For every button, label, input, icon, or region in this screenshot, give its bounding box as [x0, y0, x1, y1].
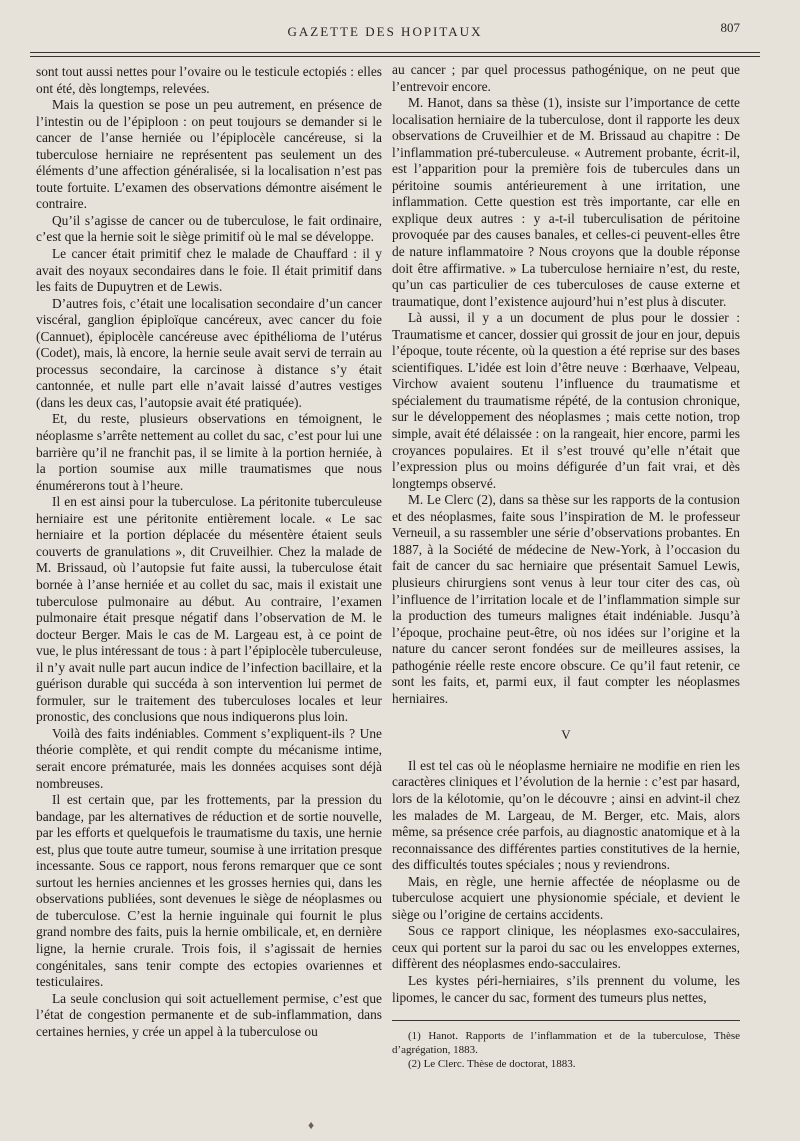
paragraph: La seule conclusion qui soit actuellement permise, c’est que l’état de congestion permanente et de sub-inflammation, dans certaines hernies, y crée un appel à la tuberculose ou	[36, 990, 382, 1039]
paragraph: Et, du reste, plusieurs observations en témoignent, le néoplasme s’arrête nettement au collet du sac, c’est pour lui une barrière qu’il ne franchit pas, il se limite à la portion herniée, à la portion soumise aux mille traumatismes que nous énumérerons tout à l’heure.	[36, 411, 382, 493]
paragraph: Sous ce rapport clinique, les néoplasmes exo-sacculaires, ceux qui portent sur la paroi du sac ou les enveloppes externes, diffèrent des néoplasmes endo-sacculaires.	[392, 923, 740, 972]
paragraph: sont tout aussi nettes pour l’ovaire ou le testicule ectopiés : elles ont été, dès longtemps, relevées.	[36, 64, 382, 96]
paragraph: Il est certain que, par les frottements, par la pression du bandage, par les alternatives de réduction et de sortie nouvelle, par les efforts et quelquefois le traumatisme du taxis, une hernie est, plus que toute autre tumeur, soumise à une irritation presque incessante. Sous ce rapport, nous ferons remarquer que ce sont surtout les hernies anciennes et les grosses hernies qui, dans les observations publiées, sont devenues le siège de néoplasmes ou de tuberculose. C’est la hernie inguinale qui fournit le plus grand nombre des faits, puis la hernie ombilicale, et, en dernière ligne, la hernie crurale. Trois fois, il s’agissait de hernies congénitales, sans tenir compte des ectopies ovariennes et testiculaires.	[36, 792, 382, 990]
paragraph: Mais, en règle, une hernie affectée de néoplasme ou de tuberculose acquiert une physionomie spéciale, et devient le siège ou l’origine de certains accidents.	[392, 873, 740, 922]
paragraph: Le cancer était primitif chez le malade de Chauffard : il y avait des noyaux secondaires dans le foie. Il était primitif dans les faits de Dupuytren et de Lewis.	[36, 246, 382, 295]
page-number: 807	[720, 20, 740, 35]
footnotes	[392, 1029, 740, 1071]
left-column	[36, 64, 382, 1040]
ornament-mark: ♦	[308, 1118, 315, 1132]
paragraph: Il est tel cas où le néoplasme herniaire ne modifie en rien les caractères cliniques et l’évolution de la hernie : c’est par hasard, lors de la kélotomie, qu’on le découvre ; ainsi en advint-il chez les malades de M. Largeau, de M. Berger, etc. Mais, alors même, sa présence crée parfois, au diagnostic anatomique et à la reconnaissance des différentes parties constitutives de la hernie, des difficultés toutes spéciales ; nous y reviendrons.	[392, 757, 740, 873]
footnote: (1) Hanot. Rapports de l’inflammation et de la tuberculose, Thèse d’agrégation, 1883.	[392, 1030, 740, 1057]
paragraph: Qu’il s’agisse de cancer ou de tuberculose, le fait ordinaire, c’est que la hernie soit le siège primitif où le mal se développe.	[36, 212, 382, 245]
right-column	[392, 62, 740, 1071]
section-number: V	[561, 727, 571, 743]
paragraph: Là aussi, il y a un document de plus pour le dossier : Traumatisme et cancer, dossier qui grossit de jour en jour, depuis l’époque, toute récente, où la question a été reprise sur des bases scientifiques. L’idée est loin d’être neuve : Bœrhaave, Velpeau, Virchow avaient soutenu l’influence du traumatisme et spécialement du traumatisme répété, de la contusion chronique, sur le développement des néoplasmes ; mais cette notion, trop simple, avait été délaissée : on la rangeait, hier encore, parmi les croyances populaires. Et il s’est trouvé qu’elle n’était que l’expression plus ou moins défigurée d’un fait vrai, et dès longtemps observé.	[392, 310, 741, 491]
footnote: (2) Le Clerc. Thèse de doctorat, 1883.	[408, 1058, 576, 1071]
paragraph: au cancer ; par quel processus pathogénique, on ne peut que l’entrevoir encore.	[392, 62, 740, 94]
running-title: GAZETTE DES HOPITAUX	[287, 24, 483, 39]
page-header	[30, 18, 740, 44]
paragraph: Il en est ainsi pour la tuberculose. La péritonite tuberculeuse herniaire est une péritonite entièrement locale. « Le sac herniaire et la portion déplacée du mésentère étaient seuls couverts de granulations », dit Cruveilhier. Chez la malade de M. Brissaud, où l’autopsie fut faite aussi, la tuberculose était bornée à l’anse herniée et au collet du sac, mais il existait une tuberculose pulmonaire au début. Au contraire, l’examen pulmonaire était presque négatif dans l’observation de M. le docteur Berger. Mais le cas de M. Largeau est, à ce point de vue, le plus intéressant de tous : à part l’épiplocèle tuberculeuse, il n’y avait nulle part aucun indice de l’infection bacillaire, et la guérison durable qui succéda à son intervention lui permet de formuler, sur le traitement des tuberculoses locales et leur pronostic, des conclusions que nous indiquerons plus loin.	[36, 494, 382, 725]
header-rule	[30, 52, 760, 53]
paragraph: Les kystes péri-herniaires, s’ils prennent du volume, les lipomes, le cancer du sac, forment des tumeurs plus nettes,	[392, 972, 740, 1005]
paragraph: M. Hanot, dans sa thèse (1), insiste sur l’importance de cette localisation herniaire de la tuberculose, dont il rapporte les deux observations de Cruveilhier et de M. Brissaud au chapitre : De l’inflammation pré-tuberculeuse. « Autrement probante, écrit-il, est l’apparition pour la première fois de tubercules dans un péritoine soumis antérieurement à une irritation, une inflammation. Cette question est très importante, car elle en explique deux autres : y a-t-il tuberculisation de péritoine provoquée par des causes banales, et celles-ci peuvent-elles être de nature inflammatoire ? Nous croyons que la double réponse doit être affirmative. » La tuberculose herniaire n’est, du reste, qu’un cas particulier de ces tuberculoses de cause externe et traumatique, dont l’existence aujourd’hui n’est plus à discuter.	[392, 95, 740, 309]
paragraph: M. Le Clerc (2), dans sa thèse sur les rapports de la contusion et des néoplasmes, faite sous l’inspiration de M. le professeur Verneuil, a su rassembler une série d’observations probantes. En 1887, à la Société de médecine de New-York, à l’occasion du fait de cancer du sac herniaire que présentait Samuel Lewis, plusieurs chirurgiens sont venus à leur tour citer des cas, où l’influence de l’irritation locale et de l’inflammation simple sur la production des tumeurs malignes était indéniable. Jusqu’à l’époque, prochaine peut-être, où nos idées sur l’origine et la nature du cancer seront fondées sur de meilleures assises, la pathogénie réelle reste encore obscure. Ce qu’il faut retenir, ce sont les faits, et, parmi eux, il faut compter les néoplasmes herniaires.	[392, 492, 740, 706]
paragraph: Voilà des faits indéniables. Comment s’expliquent-ils ? Une théorie complète, et qui rendit compte du mécanisme intime, serait encore prématurée, mais les données acquises sont déjà nombreuses.	[36, 725, 382, 791]
footnote-rule	[392, 1020, 740, 1021]
paragraph: Mais la question se pose un peu autrement, en présence de l’intestin ou de l’épiploon : on peut toujours se demander si le cancer de l’anse herniée ou l’épiplocèle cancéreuse, si la tuberculose herniaire ne représentent pas seulement un des éléments d’une affection généralisée, si la localisation n’est pas toute fortuite. L’examen des observations démontre aisément le contraire.	[36, 97, 382, 212]
header-rule-thin	[30, 56, 760, 57]
paragraph: D’autres fois, c’était une localisation secondaire d’un cancer viscéral, ganglion épiploïque cancéreux, avec cancer du foie (Cannuet), épiplocèle cancéreuse avec épithélioma de l’utérus (Codet), mais, là encore, la hernie seule avait servi de terrain au processus secondaire, la carcinose à distance s’y était cantonnée, et nulle part elle n’avait laissé d’autres vestiges (dans les deux cas, l’autopsie avait été pratiquée).	[36, 295, 382, 410]
